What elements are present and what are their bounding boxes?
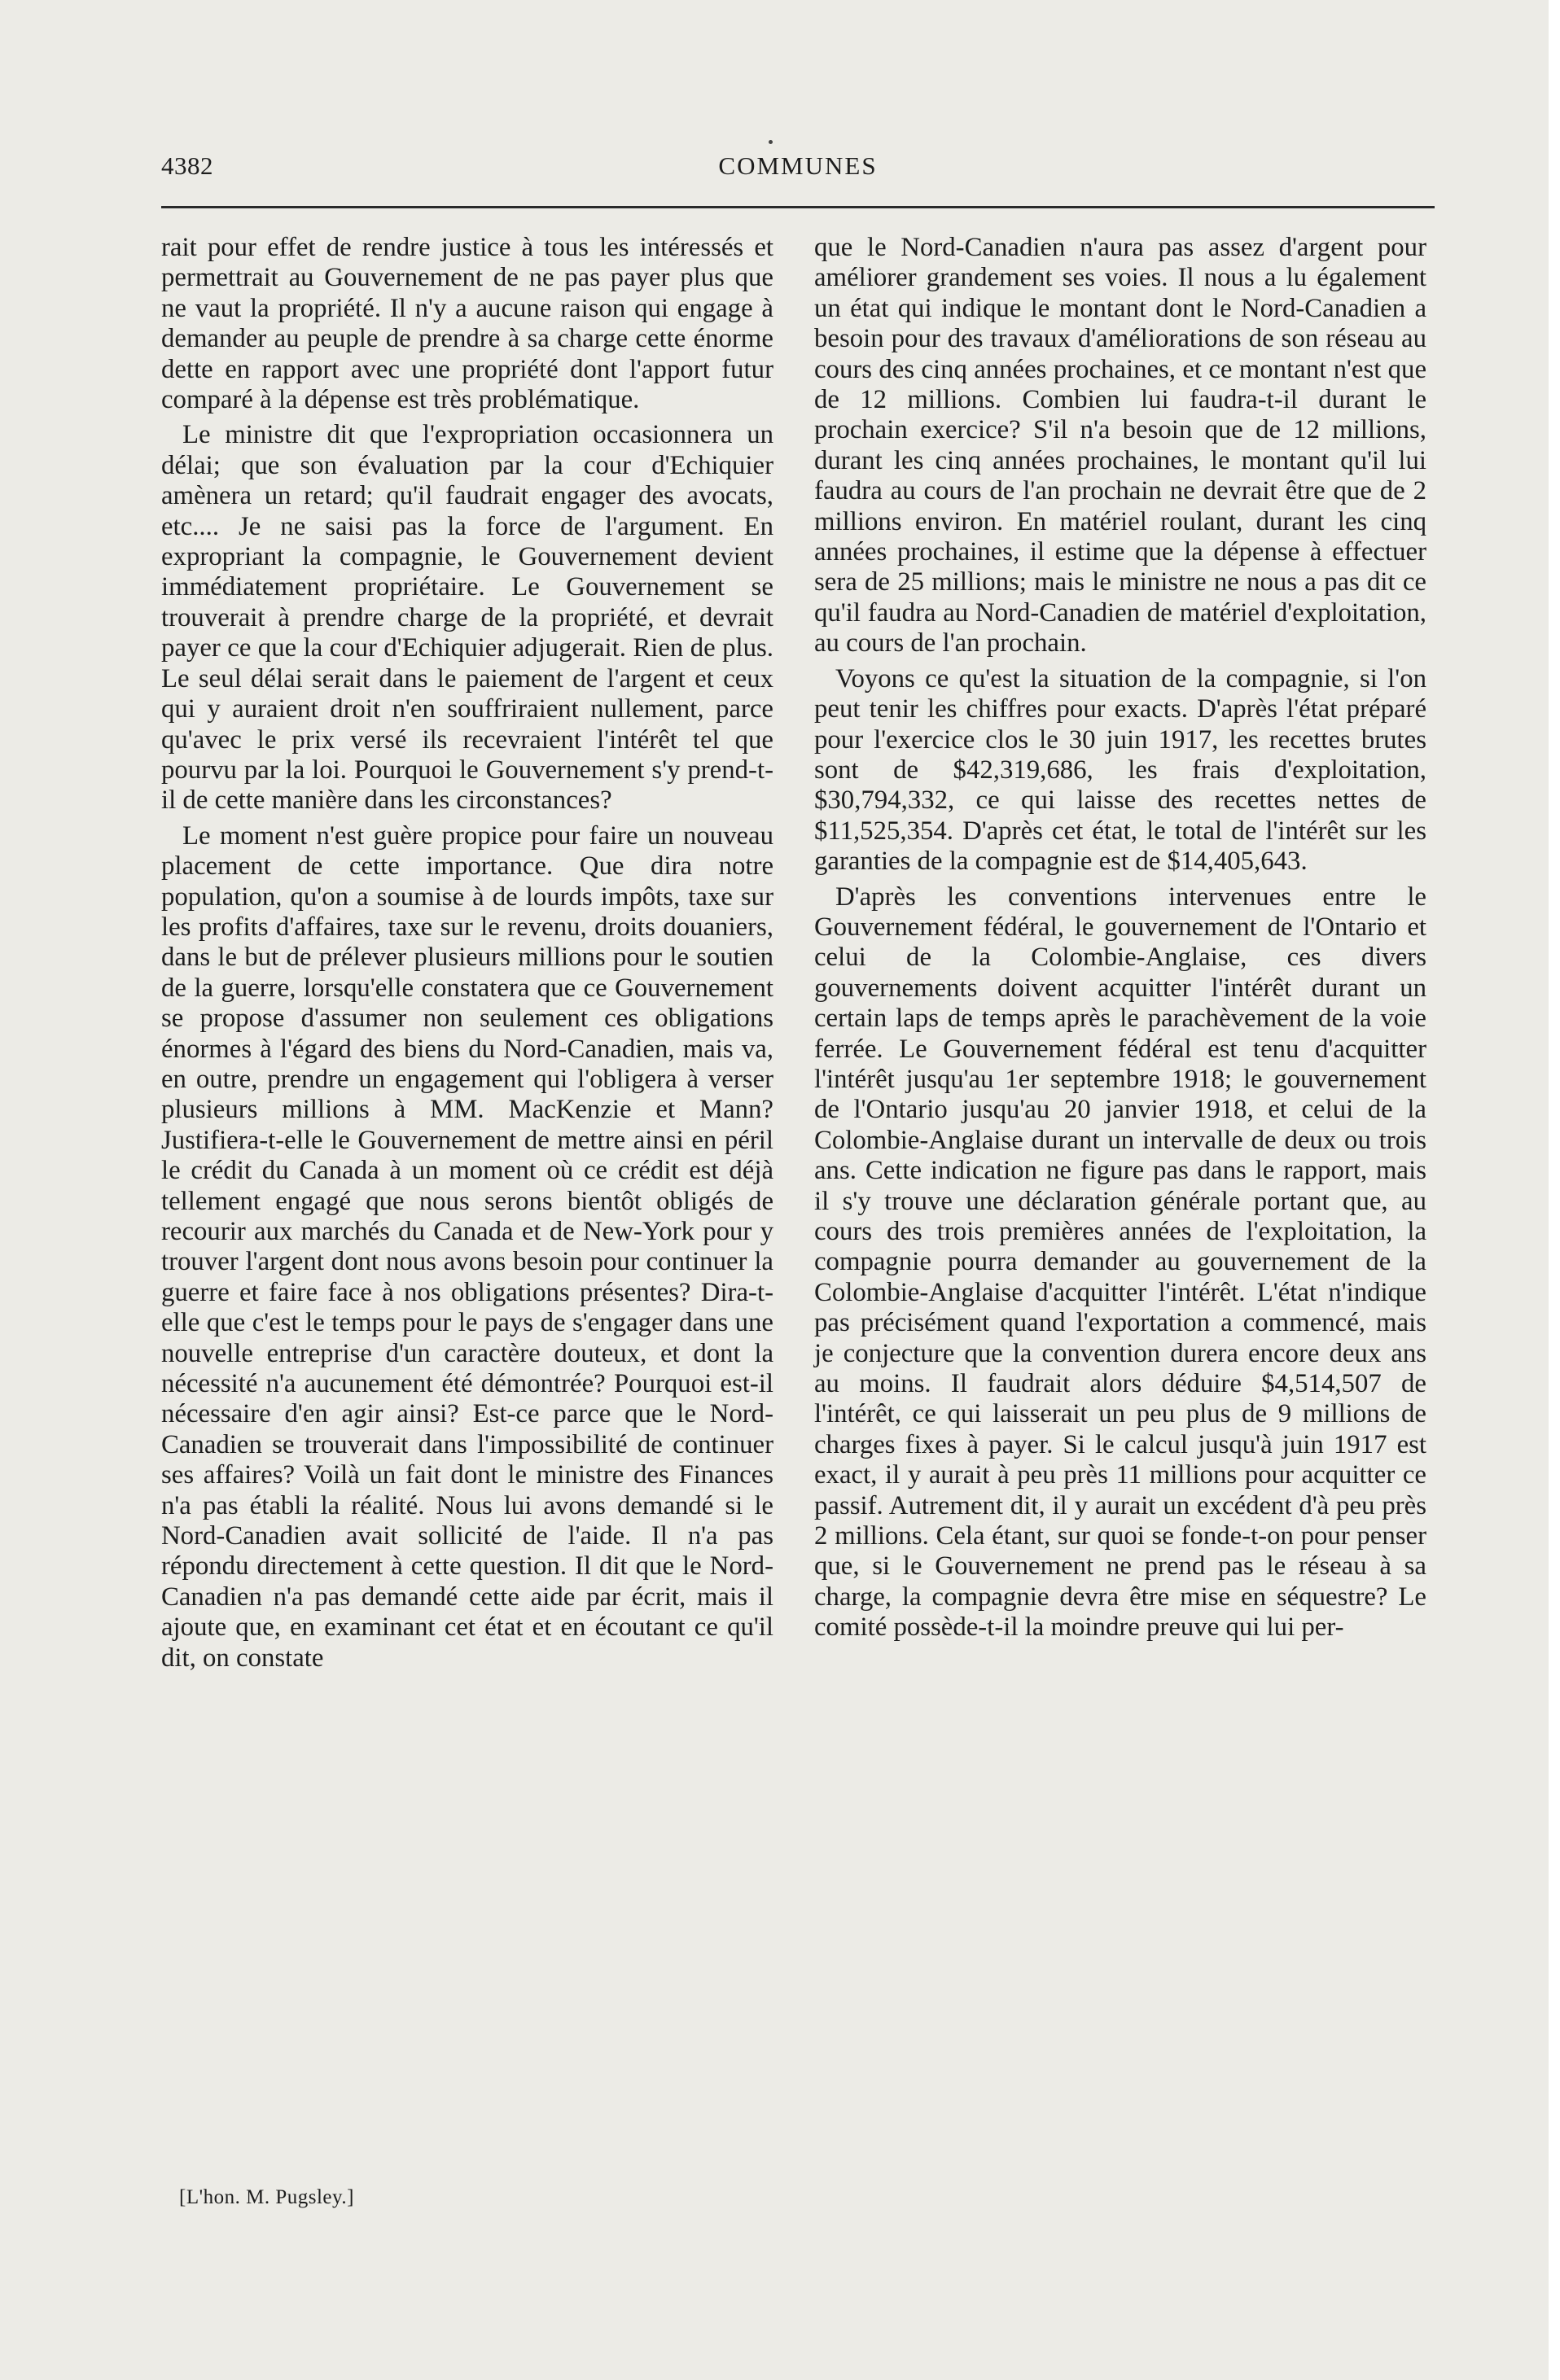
page-edge	[1549, 0, 1560, 2380]
paragraph: D'après les conventions intervenues entre le Gouvernement fédéral, le gouvernement de l'Ontario et celui de la Colombie-Anglaise, ces divers gouvernements doivent acquitter l'intérêt durant un certain laps de temps après le parachèvement de la voie ferrée. Le Gouvernement fédéral est tenu d'acquitter l'intérêt jusqu'au 1er septembre 1918; le gouvernement de l'Ontario jusqu'au 20 janvier 1918, et celui de la Colombie-Anglaise durant un intervalle de deux ou trois ans. Cette indication ne figure pas dans le rapport, mais il s'y trouve une déclaration générale portant que, au cours des trois premières années de l'exploitation, la compagnie pourra demander au gouvernement de la Colombie-Anglaise d'acquitter l'intérêt. L'état n'indique pas précisément quand l'exportation a commencé, mais je conjecture que la convention durera encore deux ans au moins. Il faudrait alors déduire $4,514,507 de l'intérêt, ce qui laisserait un peu plus de 9 millions de charges fixes à payer. Si le calcul jusqu'à juin 1917 est exact, il y aurait à peu près 11 millions pour acquitter ce passif. Autrement dit, il y aurait un excédent d'à peu près 2 millions. Cela étant, sur quoi se fonde-t-on pour penser que, si le Gouvernement ne prend pas le réseau à sa charge, la compagnie devra être mise en séquestre? Le comité possède-t-il la moindre preuve qui lui per-	[814, 882, 1426, 1643]
left-column	[161, 233, 773, 1678]
paragraph: Le ministre dit que l'expropriation occasionnera un délai; que son évaluation par la cour d'Echiquier amènera un retard; qu'il faudrait engager des avocats, etc.... Je ne saisi pas la force de l'argument. En expropriant la compagnie, le Gouvernement devient immédiatement propriétaire. Le Gouvernement se trouverait à prendre charge de la propriété, et devrait payer ce que la cour d'Echiquier adjugerait. Rien de plus. Le seul délai serait dans le paiement de l'argent et ceux qui y auraient droit n'en souffriraient nullement, parce qu'avec le prix versé ils recevraient l'intérêt tel que pourvu par la loi. Pourquoi le Gouvernement s'y prend-t-il de cette manière dans les circonstances?	[161, 420, 773, 816]
print-speck	[769, 140, 773, 144]
header-rule	[161, 206, 1435, 208]
paragraph: Le moment n'est guère propice pour faire un nouveau placement de cette importance. Que dira notre population, qu'on a soumise à de lourds impôts, taxe sur les profits d'affaires, taxe sur le revenu, droits douaniers, dans le but de prélever plusieurs millions pour le soutien de la guerre, lorsqu'elle constatera que ce Gouvernement se propose d'assumer non seulement ces obligations énormes à l'égard des biens du Nord-Canadien, mais va, en outre, prendre un engagement qui l'obligera à verser plusieurs millions à MM. MacKenzie et Mann? Justifiera-t-elle le Gouvernement de mettre ainsi en péril le crédit du Canada à un moment où ce crédit est déjà tellement engagé que nous serons bientôt obligés de recourir aux marchés du Canada et de New-York pour y trouver l'argent dont nous avons besoin pour continuer la guerre et faire face à nos obligations présentes? Dira-t-elle que c'est le temps pour le pays de s'engager dans une nouvelle entreprise d'un caractère douteux, et dont la nécessité n'a aucunement été démontrée? Pourquoi est-il nécessaire d'en agir ainsi? Est-ce parce que le Nord-Canadien se trouverait dans l'impossibilité de continuer ses affaires? Voilà un fait dont le ministre des Finances n'a pas établi la réalité. Nous lui avons demandé si le Nord-Canadien avait sollicité de l'aide. Il n'a pas répondu directement à cette question. Il dit que le Nord-Canadien n'a pas demandé cette aide par écrit, mais il ajoute que, en examinant cet état et en écoutant ce qu'il dit, on constate	[161, 820, 773, 1673]
right-column	[814, 233, 1426, 1648]
running-title: COMMUNES	[718, 151, 878, 180]
speaker-attribution: [L'hon. M. Pugsley.]	[179, 2186, 354, 2208]
paragraph: rait pour effet de rendre justice à tous les intéressés et permettrait au Gouvernement de ne pas payer plus que ne vaut la propriété. Il n'y a aucune raison qui engage à demander au peuple de prendre à sa charge cette énorme dette en rapport avec une propriété dont l'apport futur comparé à la dépense est très problématique.	[161, 233, 773, 415]
paragraph: que le Nord-Canadien n'aura pas assez d'argent pour améliorer grandement ses voies. Il nous a lu également un état qui indique le montant dont le Nord-Canadien a besoin pour des travaux d'améliorations de son réseau au cours des cinq années prochaines, et ce montant n'est que de 12 millions. Combien lui faudra-t-il durant le prochain exercice? S'il n'a besoin que de 12 millions, durant les cinq années prochaines, le montant qu'il lui faudra au cours de l'an prochain ne devrait être que de 2 millions environ. En matériel roulant, durant les cinq années prochaines, il estime que la dépense à effectuer sera de 25 millions; mais le ministre ne nous a pas dit ce qu'il faudra au Nord-Canadien de matériel d'exploitation, au cours de l'an prochain.	[814, 233, 1426, 658]
page-number: 4382	[161, 151, 213, 180]
page-header	[161, 151, 1435, 192]
paragraph: Voyons ce qu'est la situation de la compagnie, si l'on peut tenir les chiffres pour exacts. D'après l'état préparé pour l'exercice clos le 30 juin 1917, les recettes brutes sont de $42,319,686, les frais d'exploitation, $30,794,332, ce qui laisse des recettes nettes de $11,525,354. D'après cet état, le total de l'intérêt sur les garanties de la compagnie est de $14,405,643.	[814, 663, 1426, 877]
